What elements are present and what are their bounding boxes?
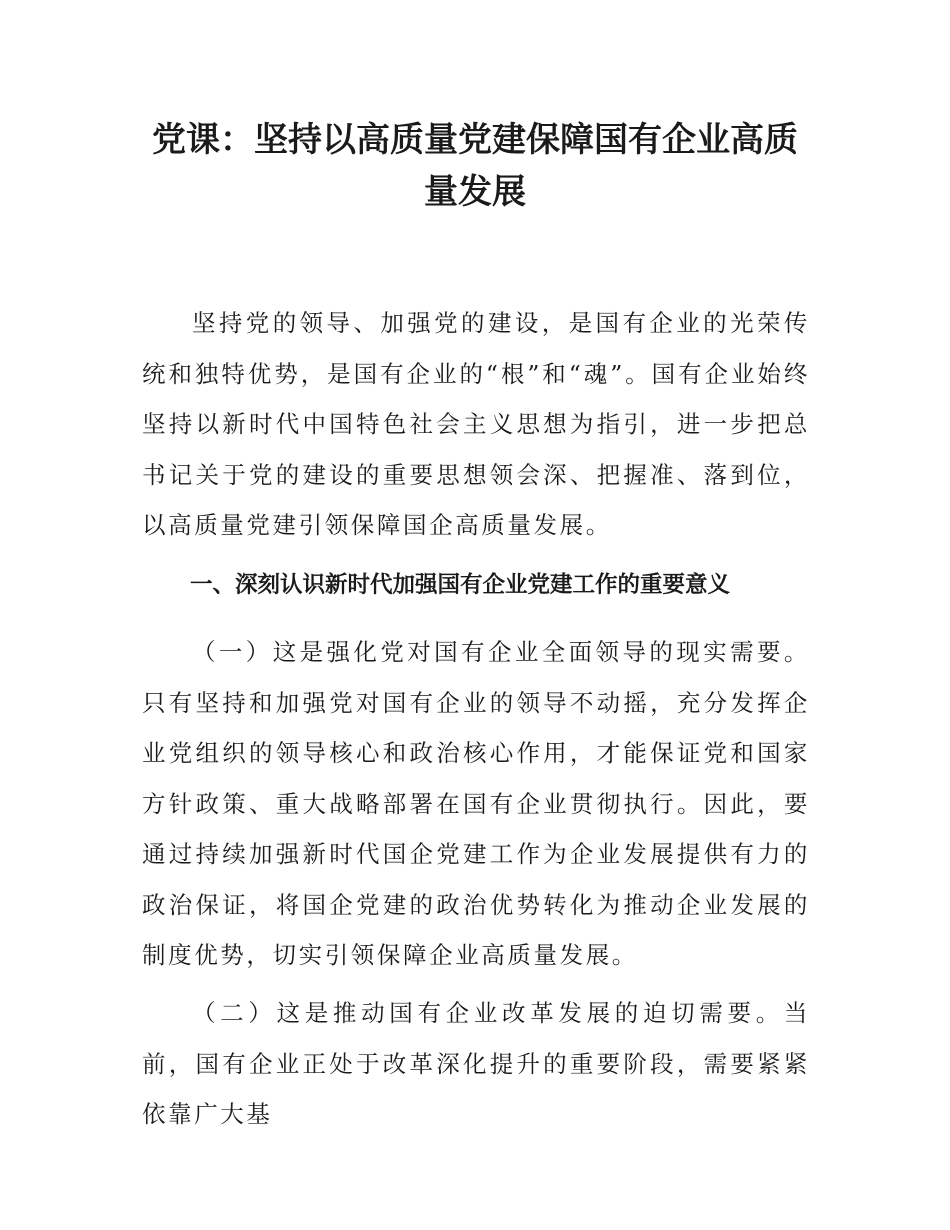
section-heading: 一、深刻认识新时代加强国有企业党建工作的重要意义	[190, 572, 731, 598]
section-item-paragraph: （二）这是推动国有企业改革发展的迫切需要。当前，国有企业正处于改革深化提升的重要阶段，需要紧紧依靠广大基	[142, 999, 810, 1128]
intro-paragraph: 坚持党的领导、加强党的建设，是国有企业的光荣传统和独特优势，是国有企业的“根”和“魂”。国有企业始终坚持以新时代中国特色社会主义思想为指引，进一步把总书记关于党的建设的重要思想领会深、把握准、落到位，以高质量党建引领保障国企高质量发展。	[142, 309, 810, 539]
section-item-paragraph: （一）这是强化党对国有企业全面领导的现实需要。只有坚持和加强党对国有企业的领导不动摇，充分发挥企业党组织的领导核心和政治核心作用，才能保证党和国家方针政策、重大战略部署在国有企业贯彻执行。因此，要通过持续加强新时代国企党建工作为企业发展提供有力的政治保证，将国企党建的政治优势转化为推动企业发展的制度优势，切实引领保障企业高质量发展。	[142, 638, 810, 969]
document-title: 党课：坚持以高质量党建保障国有企业高质量发展	[152, 120, 798, 212]
